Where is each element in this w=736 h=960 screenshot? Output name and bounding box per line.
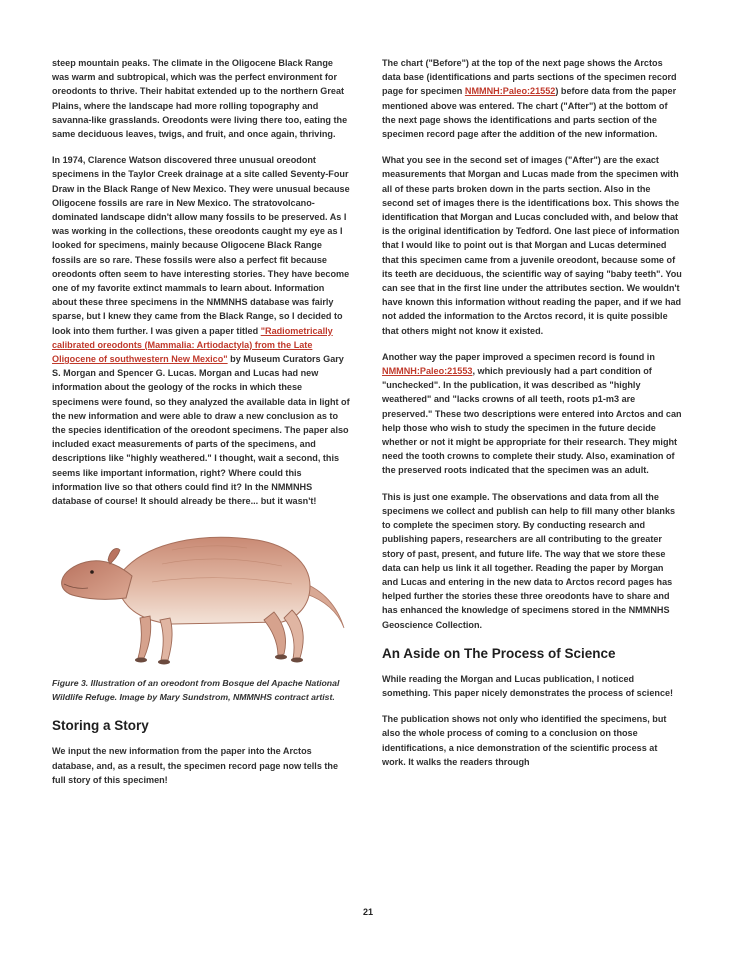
- right-paragraph-2: What you see in the second set of images ("After") are the exact measurements that Morgan and Lucas made from the specimen with all of these parts broken down in the parts section. Also in the second set of images there is the identifications box. This shows the identification that Morgan and Lucas concluded with, and below that is the original identification by Tedford. One last piece of information that I would like to point out is that Morgan and Lucas determined that this specimen came from a juvenile oreodont, because some of its teeth are deciduous, the scientific way of saying "baby teeth". You can see that in the first line under the attributes section. We wouldn't have known this information without reading the paper, and if we had not added the information to the Arctos record, it is quite possible that others might not know it existed.: [382, 155, 682, 336]
- left-column: [52, 56, 350, 799]
- right-paragraph-1-text-b: ) before data from the paper mentioned above was entered. The chart ("After") at the bottom of the next page shows the identifications and parts section of the specimen record page after the addition of the new information.: [382, 86, 677, 140]
- left-paragraph-2: [52, 153, 350, 508]
- oreodont-illustration-svg: [52, 520, 350, 670]
- right-paragraph-5: While reading the Morgan and Lucas publication, I noticed something. This paper nicely demonstrates the process of science!: [382, 673, 674, 698]
- right-paragraph-1-text-a: The chart ("Before") at the top of the next page shows the Arctos data base (identifications and parts sections of the specimen record page for specimen: [382, 58, 677, 97]
- left-paragraph-2-text-a: In 1974, Clarence Watson discovered three unusual oreodont specimens in the Taylor Creek drainage at a site called Seventy-Four Draw in the Black Range of New Mexico. They were unusual because Oligocene fossils are rare in New Mexico. The stratovolcano-dominated landscape didn't allow many fossils to be preserved. As I was working in the collections, these oreodonts caught my eye as I looked for specimens, mainly because Oligocene Black Range fossils are so rare. These fossils were also a perfect fit because oreodonts often seem to have interesting stories. They have become one of my favorite extinct mammals to learn about. Information about these three specimens in the NMMNHS database was fairly sparse, but I knew they came from the Black Range, so I decided to look into them further. I was given a paper titled: [52, 155, 350, 336]
- right-paragraph-4: This is just one example. The observations and data from all the specimens we collect and publish can help to fill many other blanks to complete the specimen story. By conducting research and publishing papers, researchers are all contributing to the greater story of past, present, and future life. The way that we store these data can help us link it all together. Reading the paper by Morgan and Lucas and entering in the new data to Arctos record pages has helped further the stories these three oreodonts have to share and has enhanced the knowledge of specimens stored in the NMMNHS Geoscience Collection.: [382, 491, 676, 630]
- right-paragraph-3-text-b: , which previously had a part condition of "unchecked". In the publication, it was described as "highly weathered" and "lacks crowns of all teeth, roots p1-m3 are preserved." These two descriptions were entered into Arctos and can help those who wish to study the specimen in the future decide whether or not it might be appropriate for their research. They might need the tooth crowns to complete their study. Also, examination of the preserved roots indicated that the specimen was an adult.: [382, 366, 682, 476]
- right-paragraph-3: [382, 350, 682, 478]
- left-paragraph-3: We input the new information from the paper into the Arctos database, and, as a result, the specimen record page now tells the full story of this specimen!: [52, 746, 339, 785]
- right-column: [382, 56, 682, 781]
- right-paragraph-1: [382, 56, 682, 141]
- right-paragraph-3-text-a: Another way the paper improved a specimen record is found in: [382, 351, 655, 362]
- section-heading-process-of-science: An Aside on The Process of Science: [382, 645, 616, 661]
- specimen-21552-link[interactable]: NMMNH:Paleo:21552: [464, 86, 556, 97]
- paper-title-link[interactable]: "Radiometrically calibrated oreodonts (Mammalia: Artiodactyla) from the Late Oligocene of southwestern New Mexico": [52, 325, 333, 365]
- figure-caption: Figure 3. Illustration of an oreodont from Bosque del Apache National Wildlife Refuge. Image by Mary Sundstrom, NMMNHS contract artist.: [52, 678, 340, 703]
- left-paragraph-2-text-b: by Museum Curators Gary S. Morgan and Spencer G. Lucas. Morgan and Lucas had new information about the geology of the rocks in which these specimens were found, so they analyzed the available data in light of the new information and were able to draw a new conclusion as to the species identification of the oreodont specimens. The paper also included exact measurements of parts of the specimens, and descriptions like "highly weathered." I thought, wait a second, this seems like important information, right? Where could this information live so that others could find it? In the NMMNHS database of course! It should already be there... but it wasn't!: [52, 354, 350, 507]
- right-paragraph-6: The publication shows not only who identified the specimens, but also the whole process of coming to a conclusion on those identifications, a nice demonstration of the scientific process at work. It walks the readers through: [382, 714, 667, 767]
- section-heading-storing-a-story: Storing a Story: [52, 718, 149, 734]
- page-number: 21: [362, 907, 373, 917]
- specimen-21553-link[interactable]: NMMNH:Paleo:21553: [382, 366, 473, 377]
- left-paragraph-1: steep mountain peaks. The climate in the Oligocene Black Range was warm and subtropical, which was the perfect environment for oreodonts to thrive. Their habitat extended up to the northern Great Plains, where the landscape had more rolling topography and savanna-like grasslands. Oreodonts were living there too, eating the same deciduous leaves, twigs, and fruit, and once again, thriving.: [52, 58, 348, 140]
- oreodont-illustration: [52, 520, 350, 670]
